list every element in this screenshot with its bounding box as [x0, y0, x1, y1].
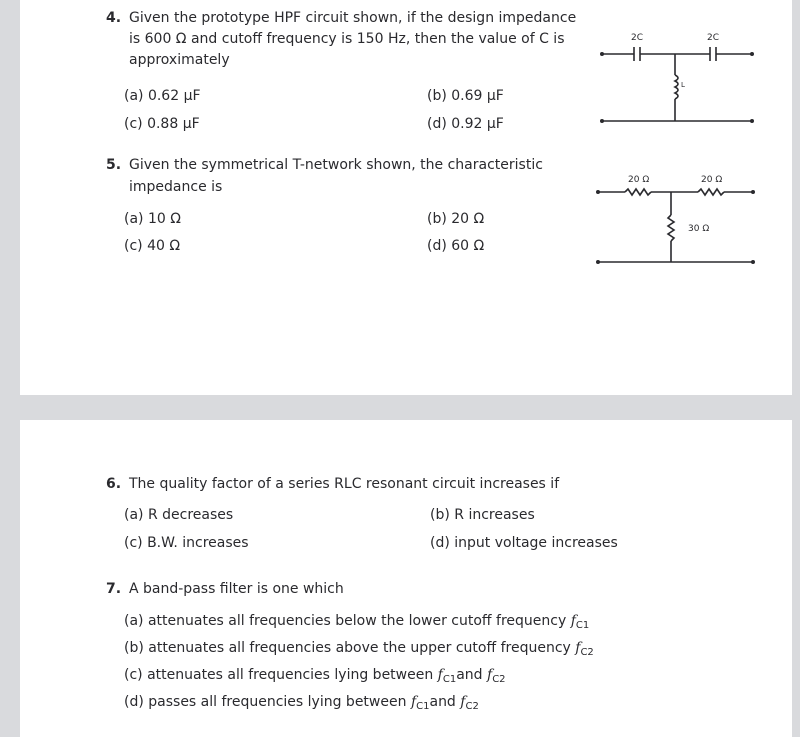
question-stem: The quality factor of a series RLC resonant circuit increases if: [129, 476, 560, 492]
math-subscript: C2: [465, 701, 479, 712]
option-d: (d) 60 Ω: [427, 238, 485, 254]
math-subscript: C1: [575, 620, 590, 631]
question-stem-line: Given the prototype HPF circuit shown, if the design impedance: [129, 10, 577, 26]
math-symbol: f: [460, 694, 466, 710]
resistor-shunt: [668, 215, 674, 241]
terminal: [750, 52, 754, 56]
terminal: [600, 52, 604, 56]
option-a: (a) 0.62 µF: [124, 88, 201, 104]
terminal: [596, 190, 600, 194]
math-symbol: f: [487, 667, 493, 683]
question-number: 6.: [106, 476, 122, 492]
math-subscript: C1: [416, 701, 430, 712]
question-stem-line: approximately: [129, 52, 230, 68]
math-subscript: C2: [492, 674, 506, 685]
question-stem-line: Given the symmetrical T-network shown, the characteristic: [129, 157, 543, 173]
question-stem-line: is 600 Ω and cutoff frequency is 150 Hz, then the value of C is: [129, 31, 565, 47]
terminal: [751, 190, 755, 194]
math-symbol: f: [437, 667, 443, 683]
r-right-label: 20 Ω: [701, 175, 723, 185]
option-b: (b) 0.69 µF: [427, 88, 504, 104]
hpf-circuit-diagram: [590, 25, 770, 135]
option-a: (a) R decreases: [124, 507, 234, 523]
option-text: and: [429, 694, 461, 710]
option-text: and: [456, 667, 488, 683]
math-symbol: f: [570, 613, 576, 629]
math-subscript: C1: [442, 674, 457, 685]
t-network-circuit-diagram: [590, 165, 770, 275]
terminal: [600, 119, 604, 123]
inductor-coil: [675, 75, 678, 99]
math-symbol: f: [410, 694, 417, 710]
terminal: [751, 260, 755, 264]
option-c: [124, 667, 506, 683]
option-b: [124, 640, 594, 656]
option-a: [124, 613, 589, 629]
option-d: (d) 0.92 µF: [427, 116, 504, 132]
option-text: (b) attenuates all frequencies above the upper cutoff frequency: [124, 640, 576, 656]
cap-right-label: 2C: [707, 33, 720, 43]
r-shunt-label: 30 Ω: [688, 224, 710, 234]
math-subscript: C2: [580, 647, 594, 658]
resistor: [625, 189, 651, 195]
option-d: [124, 694, 479, 710]
resistor: [698, 189, 724, 195]
option-b: (b) R increases: [430, 507, 535, 523]
question-number: 4.: [106, 10, 122, 26]
question-stem: A band-pass filter is one which: [129, 581, 344, 597]
question-number: 5.: [106, 157, 122, 173]
question-number: 7.: [106, 581, 122, 597]
terminal: [596, 260, 600, 264]
inductor-label: L: [681, 81, 685, 89]
option-a: (a) 10 Ω: [124, 211, 181, 227]
question-stem-line: impedance is: [129, 179, 223, 195]
option-c: (c) 40 Ω: [124, 238, 181, 254]
math-symbol: f: [575, 640, 581, 656]
r-left-label: 20 Ω: [628, 175, 650, 185]
option-d: (d) input voltage increases: [430, 535, 618, 551]
option-text: (c) attenuates all frequencies lying between: [124, 667, 438, 683]
option-c: (c) B.W. increases: [124, 535, 249, 551]
page-card-bottom: [20, 420, 792, 737]
option-b: (b) 20 Ω: [427, 211, 485, 227]
option-text: (d) passes all frequencies lying between: [124, 694, 411, 710]
option-c: (c) 0.88 µF: [124, 116, 200, 132]
option-text: (a) attenuates all frequencies below the lower cutoff frequency: [124, 613, 571, 629]
cap-left-label: 2C: [631, 33, 644, 43]
terminal: [750, 119, 754, 123]
